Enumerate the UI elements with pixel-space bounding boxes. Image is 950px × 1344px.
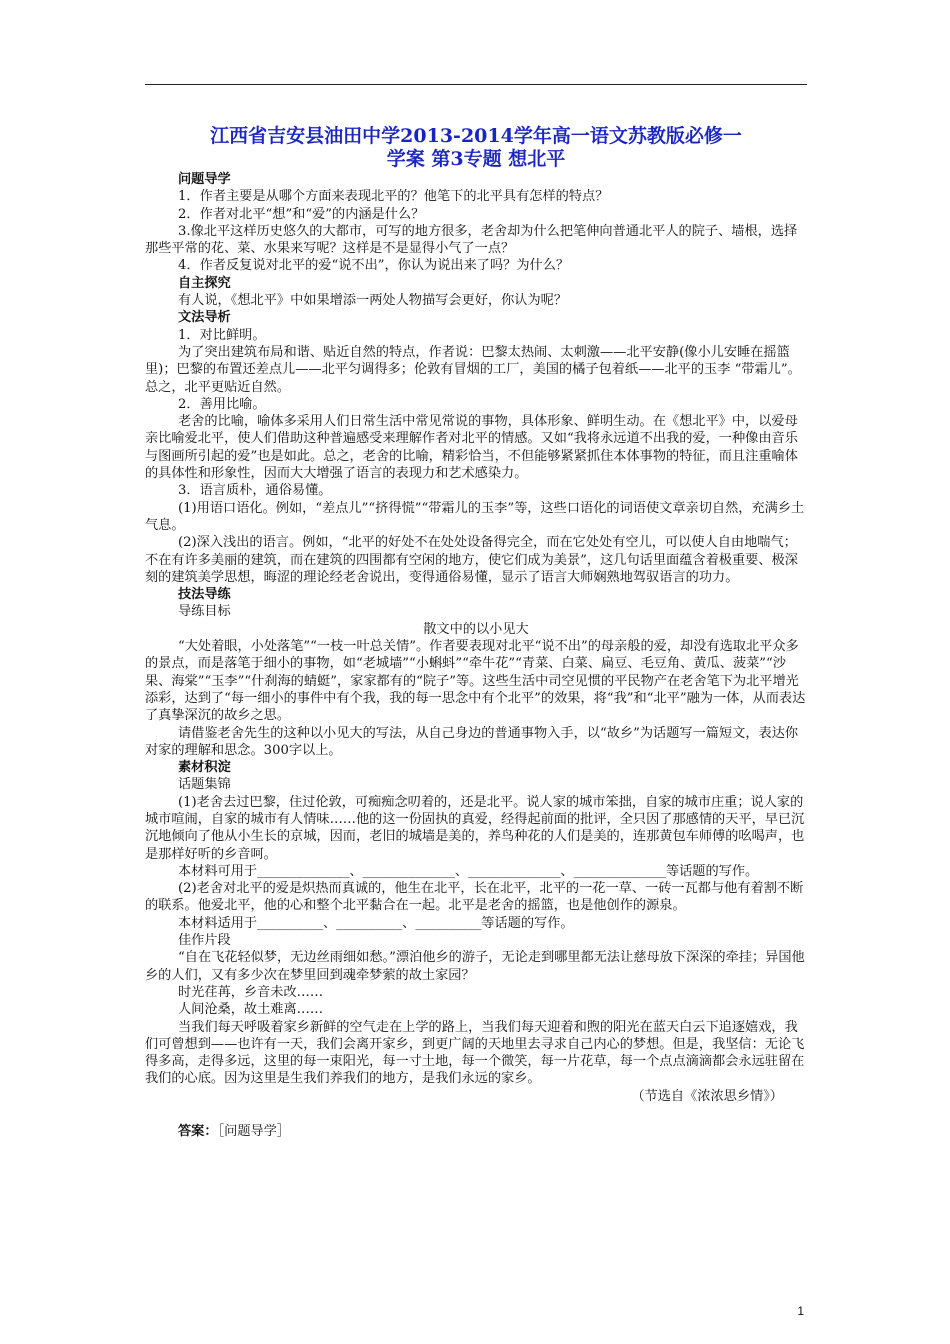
section-heading: 素材积淀 xyxy=(178,760,231,776)
body-paragraph: 当我们每天呼吸着家乡新鲜的空气走在上学的路上，当我们每天迎着和煦的阳光在蓝天白云下追逐嬉戏，我们可曾想到——也许有一天，我们会离开家乡，到更广阔的天地里去寻求自己内心的梦想。但是，我坚信：无论飞得多高，走得多远，这里的每一束阳光，每一寸土地，每一个微笑，每一片花草，每一个点点滴滴都会永远驻留在我们的心底。因为这里是生我们养我们的地方，是我们永远的家乡。 xyxy=(145,1019,805,1087)
section-heading: 文法导析 xyxy=(178,310,231,326)
body-paragraph: 本材料可用于______________、______________、______________、______________等话题的写作。 xyxy=(178,863,759,879)
body-paragraph: 佳作片段 xyxy=(178,933,231,949)
body-paragraph: 为了突出建筑布局和谐、贴近自然的特点，作者说：巴黎太热闹、太刺激——北平安静(像小儿安睡在摇篮里)；巴黎的布置还差点儿——北平匀调得多；伦敦有冒烟的工厂，美国的橘子包着纸——北平的玉李 “带霜儿”。总之，北平更贴近自然。 xyxy=(145,344,801,395)
body-paragraph: 导练目标 xyxy=(178,604,231,620)
body-paragraph: 人间沧桑，故土难离…… xyxy=(178,1002,324,1018)
section-heading: 问题导学 xyxy=(178,172,231,187)
body-paragraph: 本材料适用于__________、__________、__________等话题的写作。 xyxy=(178,915,574,931)
answer-line xyxy=(145,1123,807,1140)
answer-section: ［问题导学］ xyxy=(217,1124,291,1140)
body-paragraph: “自在飞花轻似梦，无边丝雨细如愁。”漂泊他乡的游子，无论走到哪里都无法让慈母放下深深的牵挂；异国他乡的人们，又有多少次在梦里回到魂牵梦萦的故土家园？ xyxy=(145,950,805,983)
document-title-line-1: 江西省吉安县油田中学2013-2014学年高一语文苏教版必修一 xyxy=(210,125,742,147)
section-heading: 自主探究 xyxy=(178,275,231,291)
sub-title: 散文中的以小见大 xyxy=(423,621,529,637)
body-paragraph: 1．对比鲜明。 xyxy=(178,327,266,343)
body-paragraph: 老舍的比喻，喻体多采用人们日常生活中常见常说的事物，具体形象、鲜明生动。在《想北平》中，以爱母亲比喻爱北平，使人们借助这种普遍感受来理解作者对北平的情感。又如“我将永远道不出我的爱，一种像由音乐与图画所引起的爱”也是如此。总之，老舍的比喻，精彩恰当，不但能够紧紧抓住本体事物的特征，而且注重喻体的具体性和形象性，因而大大增强了语言的表现力和艺术感染力。 xyxy=(145,414,798,482)
source-note: （节选自《浓浓思乡情》） xyxy=(631,1088,783,1104)
body-paragraph: 2．善用比喻。 xyxy=(178,396,266,412)
body-paragraph: 请借鉴老舍先生的这种以小见大的写法，从自己身边的普通事物入手，以“故乡”为话题写一篇短文，表达你对家的理解和思念。300字以上。 xyxy=(145,725,799,758)
body-paragraph: 3．语言质朴，通俗易懂。 xyxy=(178,483,332,499)
body-paragraph: (2)老舍对北平的爱是炽热而真诚的，他生在北平，长在北平，北平的一花一草、一砖一瓦都与他有着割不断的联系。他爱北平，他的心和整个北平黏合在一起。北平是老舍的摇篮，也是他创作的源泉。 xyxy=(145,881,804,914)
header-rule xyxy=(145,84,807,85)
body-paragraph: 时光荏苒，乡音未改…… xyxy=(178,984,324,1000)
body-paragraph: 3.像北平这样历史悠久的大都市，可写的地方很多，老舍却为什么把笔伸向普通北平人的院子、墙根，选择那些平常的花、菜、水果来写呢？这样是不是显得小气了一点？ xyxy=(145,223,798,257)
document-body xyxy=(145,171,807,1140)
body-paragraph: (1)用语口语化。例如，“差点儿”“挤得慌”“带霜儿的玉李”等，这些口语化的词语使文章亲切自然，充满乡土气息。 xyxy=(145,500,805,533)
body-paragraph: 2．作者对北平“想”和“爱”的内涵是什么？ xyxy=(178,206,425,222)
answer-label: 答案： xyxy=(178,1124,218,1140)
body-paragraph: 1．作者主要是从哪个方面来表现北平的？他笔下的北平具有怎样的特点？ xyxy=(178,189,609,205)
body-paragraph: “大处着眼，小处落笔”“一枝一叶总关情”。作者要表现对北平“说不出”的母亲般的爱，却没有选取北平众多的景点，而是落笔于细小的事物，如“老城墙”“小蝌蚪”“牵牛花”“青菜、白菜、扁豆、毛豆角、黄瓜、菠菜”“沙果、海棠”“玉李”“什刹海的蜻蜓”，家家都有的“院子”等。这些生活中司空见惯的平民物产在老舍笔下为北平增光添彩，达到了“每一细小的事件中有个我，我的每一思念中有个北平”的效果，将“我”和“北平”融为一体，从而表达了真挚深沉的故乡之思。 xyxy=(145,639,806,724)
body-paragraph: (2)深入浅出的语言。例如，“北平的好处不在处处设备得完全，而在它处处有空儿，可以使人自由地喘气；不在有许多美丽的建筑，而在建筑的四围都有空闲的地方，使它们成为美景”，这几句话里面蕴含着极重要、极深刻的建筑美学思想，晦涩的理论经老舍说出，变得通俗易懂，显示了语言大师娴熟地驾驭语言的功力。 xyxy=(145,535,798,585)
body-paragraph: 4．作者反复说对北平的爱“说不出”，你认为说出来了吗？为什么？ xyxy=(178,258,570,274)
body-paragraph: 有人说，《想北平》中如果增添一两处人物描写会更好，你认为呢？ xyxy=(178,293,568,309)
spacer xyxy=(145,1105,807,1123)
body-paragraph: (1)老舍去过巴黎，住过伦敦，可痴痴念叨着的，还是北平。说人家的城市笨拙，自家的城市庄重；说人家的城市喧闹，自家的城市有人情味……他的这一份固执的真爱，经得起前面的批评，全只因了那感情的天平，早已沉沉地倾向了他从小生长的京城，因而，老旧的城墙是美的，养鸟种花的人们是美的，连那黄包车师傅的吆喝声，也是那样好听的乡音呵。 xyxy=(145,794,805,862)
page-number: 1 xyxy=(797,1304,804,1318)
document-title-line-2: 学案 第3专题 想北平 xyxy=(386,148,566,170)
body-paragraph: 话题集锦 xyxy=(178,777,231,793)
section-heading: 技法导练 xyxy=(178,587,231,603)
